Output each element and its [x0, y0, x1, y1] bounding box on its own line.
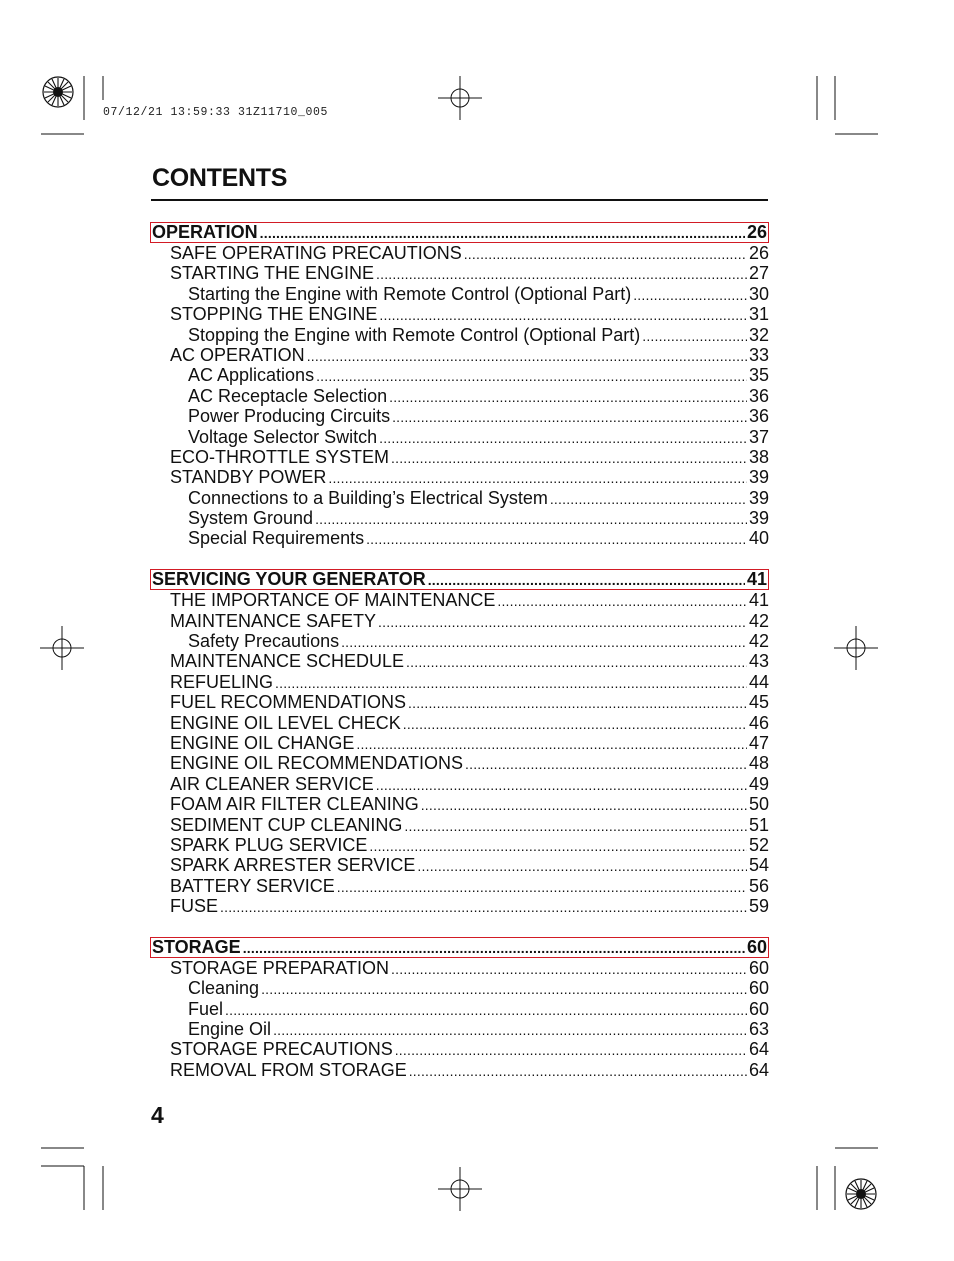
- toc-entry-title: AC Receptacle Selection: [188, 385, 388, 406]
- toc-entry[interactable]: [150, 876, 769, 896]
- dot-leader: [379, 305, 747, 325]
- dot-leader: [409, 1061, 747, 1081]
- toc-entry-title: STOPPING THE ENGINE: [170, 304, 378, 325]
- toc-entry-title: SERVICING YOUR GENERATOR: [152, 569, 426, 590]
- toc-entry-title: AC Applications: [188, 365, 315, 386]
- toc-entry[interactable]: [150, 774, 769, 794]
- toc-entry-title: SPARK PLUG SERVICE: [170, 834, 368, 855]
- registration-mark-bottom-center: [438, 1167, 482, 1211]
- starburst-target-top-left: [41, 75, 75, 109]
- toc-entry-title: OPERATION: [152, 222, 258, 242]
- toc-entry[interactable]: [150, 713, 769, 733]
- toc-entry-title: ENGINE OIL CHANGE: [170, 732, 355, 753]
- toc-page-number: 36: [748, 385, 769, 406]
- dot-leader: [408, 693, 747, 713]
- dot-leader: [376, 775, 747, 795]
- toc-entry-title: REFUELING: [170, 671, 274, 692]
- toc-page-number: 26: [746, 222, 767, 242]
- dot-leader: [417, 856, 747, 876]
- dot-leader: [550, 489, 747, 509]
- dot-leader: [465, 754, 747, 774]
- toc-entry[interactable]: [150, 1060, 769, 1080]
- toc-entry[interactable]: [150, 1039, 769, 1059]
- toc-section-heading[interactable]: [150, 222, 769, 243]
- toc-page-number: 60: [748, 978, 769, 999]
- toc-page-number: 36: [748, 406, 769, 427]
- toc-page-number: 59: [748, 896, 769, 917]
- toc-entry-title: Fuel: [188, 998, 224, 1019]
- toc-section-heading[interactable]: [150, 569, 769, 590]
- toc-page-number: 64: [748, 1059, 769, 1080]
- toc-entry[interactable]: [150, 467, 769, 487]
- dot-leader: [497, 591, 747, 611]
- toc-subentry[interactable]: [150, 978, 769, 998]
- toc-entry-title: STANDBY POWER: [170, 467, 327, 488]
- toc-entry[interactable]: [150, 815, 769, 835]
- dot-leader: [225, 1000, 747, 1020]
- dot-leader: [243, 939, 745, 957]
- toc-entry-title: MAINTENANCE SCHEDULE: [170, 651, 405, 672]
- toc-entry-title: ECO-THROTTLE SYSTEM: [170, 446, 390, 467]
- toc-page-number: 31: [748, 304, 769, 325]
- toc-entry-title: AC OPERATION: [170, 344, 305, 365]
- toc-subentry[interactable]: [150, 999, 769, 1019]
- toc-subentry[interactable]: [150, 631, 769, 651]
- toc-entry-title: MAINTENANCE SAFETY: [170, 610, 377, 631]
- toc-entry-title: Safety Precautions: [188, 631, 340, 652]
- toc-page-number: 49: [748, 773, 769, 794]
- registration-mark-top-center: [438, 76, 482, 120]
- toc-page-number: 35: [748, 365, 769, 386]
- dot-leader: [366, 529, 747, 549]
- dot-leader: [337, 877, 747, 897]
- dot-leader: [404, 816, 747, 836]
- dot-leader: [316, 366, 747, 386]
- dot-leader: [421, 795, 747, 815]
- toc-entry-title: Starting the Engine with Remote Control (Optional Part): [188, 283, 632, 304]
- toc-entry-title: BATTERY SERVICE: [170, 875, 335, 896]
- title-rule: [151, 199, 768, 201]
- section-gap: [150, 549, 769, 569]
- toc-subentry[interactable]: [150, 508, 769, 528]
- starburst-target-bottom-right: [844, 1177, 878, 1211]
- dot-leader: [395, 1040, 747, 1060]
- toc-page-number: 33: [748, 344, 769, 365]
- dot-leader: [642, 326, 747, 346]
- toc-page-number: 44: [748, 671, 769, 692]
- dot-leader: [369, 836, 747, 856]
- toc-entry-title: FOAM AIR FILTER CLEANING: [170, 794, 419, 815]
- toc-page-number: 52: [748, 834, 769, 855]
- toc-page-number: 41: [748, 590, 769, 611]
- toc-page-number: 64: [748, 1039, 769, 1060]
- toc-entry[interactable]: [150, 345, 769, 365]
- toc-page-number: 60: [748, 998, 769, 1019]
- toc-page-number: 42: [748, 631, 769, 652]
- toc-entry[interactable]: [150, 855, 769, 875]
- dot-leader: [406, 652, 747, 672]
- table-of-contents: [150, 222, 769, 1080]
- toc-entry[interactable]: [150, 958, 769, 978]
- toc-page-number: 56: [748, 875, 769, 896]
- toc-entry-title: Connections to a Building’s Electrical System: [188, 487, 548, 508]
- toc-page-number: 41: [746, 569, 767, 590]
- dot-leader: [464, 244, 747, 264]
- toc-entry[interactable]: [150, 304, 769, 324]
- toc-entry-title: STORAGE PRECAUTIONS: [170, 1039, 393, 1060]
- dot-leader: [379, 428, 747, 448]
- dot-leader: [391, 959, 747, 979]
- toc-subentry[interactable]: [150, 406, 769, 426]
- dot-leader: [260, 224, 745, 242]
- toc-entry-title: Power Producing Circuits: [188, 406, 391, 427]
- toc-subentry[interactable]: [150, 488, 769, 508]
- toc-entry[interactable]: [150, 611, 769, 631]
- toc-entry-title: Stopping the Engine with Remote Control (Optional Part): [188, 324, 641, 345]
- toc-page-number: 54: [748, 855, 769, 876]
- registration-mark-right-middle: [834, 626, 878, 670]
- toc-page-number: 26: [748, 243, 769, 263]
- toc-page-number: 38: [748, 446, 769, 467]
- toc-entry-title: Engine Oil: [188, 1019, 272, 1040]
- dot-leader: [307, 346, 747, 366]
- toc-entry[interactable]: [150, 447, 769, 467]
- toc-page-number: 37: [748, 426, 769, 447]
- dot-leader: [391, 448, 747, 468]
- toc-entry-title: System Ground: [188, 508, 314, 529]
- toc-page-number: 27: [748, 263, 769, 284]
- toc-page-number: 60: [746, 936, 767, 957]
- dot-leader: [273, 1020, 747, 1040]
- toc-subentry[interactable]: [150, 528, 769, 548]
- toc-subentry[interactable]: [150, 427, 769, 447]
- toc-entry[interactable]: [150, 835, 769, 855]
- toc-entry-title: REMOVAL FROM STORAGE: [170, 1059, 407, 1080]
- page-title: CONTENTS: [152, 164, 288, 192]
- toc-entry[interactable]: [150, 692, 769, 712]
- toc-page-number: 42: [748, 610, 769, 631]
- dot-leader: [389, 387, 747, 407]
- dot-leader: [392, 407, 747, 427]
- dot-leader: [315, 509, 747, 529]
- toc-entry-title: SEDIMENT CUP CLEANING: [170, 814, 403, 835]
- toc-page-number: 39: [748, 467, 769, 488]
- toc-entry-title: THE IMPORTANCE OF MAINTENANCE: [170, 590, 496, 611]
- toc-entry-title: FUEL RECOMMENDATIONS: [170, 692, 407, 713]
- toc-page-number: 30: [748, 283, 769, 304]
- dot-leader: [356, 734, 747, 754]
- toc-subentry[interactable]: [150, 365, 769, 385]
- toc-page-number: 51: [748, 814, 769, 835]
- dot-leader: [376, 264, 747, 284]
- dot-leader: [275, 673, 747, 693]
- toc-entry[interactable]: [150, 672, 769, 692]
- toc-page-number: 50: [748, 794, 769, 815]
- dot-leader: [633, 285, 747, 305]
- toc-entry[interactable]: [150, 263, 769, 283]
- dot-leader: [220, 897, 747, 917]
- toc-page-number: 45: [748, 692, 769, 713]
- toc-entry-title: STARTING THE ENGINE: [170, 263, 375, 284]
- toc-entry-title: SAFE OPERATING PRECAUTIONS: [170, 243, 462, 263]
- toc-entry-title: FUSE: [170, 896, 219, 917]
- toc-page-number: 46: [748, 712, 769, 733]
- dot-leader: [341, 632, 747, 652]
- dot-leader: [403, 714, 747, 734]
- toc-page-number: 47: [748, 732, 769, 753]
- toc-entry-title: AIR CLEANER SERVICE: [170, 773, 374, 794]
- toc-entry[interactable]: [150, 651, 769, 671]
- toc-subentry[interactable]: [150, 386, 769, 406]
- dot-leader: [328, 468, 747, 488]
- section-gap: [150, 917, 769, 937]
- toc-page-number: 60: [748, 957, 769, 978]
- page-number: 4: [151, 1102, 164, 1128]
- toc-page-number: 43: [748, 651, 769, 672]
- toc-entry-title: SPARK ARRESTER SERVICE: [170, 855, 416, 876]
- toc-entry[interactable]: [150, 794, 769, 814]
- toc-subentry[interactable]: [150, 325, 769, 345]
- dot-leader: [261, 979, 747, 999]
- toc-entry-title: Special Requirements: [188, 528, 365, 549]
- toc-entry[interactable]: [150, 896, 769, 916]
- toc-entry[interactable]: [150, 243, 769, 263]
- toc-entry[interactable]: [150, 753, 769, 773]
- toc-entry-title: STORAGE PREPARATION: [170, 957, 390, 978]
- toc-page-number: 32: [748, 324, 769, 345]
- toc-page-number: 63: [748, 1019, 769, 1040]
- dot-leader: [428, 571, 745, 589]
- dot-leader: [378, 612, 747, 632]
- toc-page-number: 39: [748, 508, 769, 529]
- toc-entry-title: STORAGE: [152, 936, 241, 957]
- toc-page-number: 39: [748, 487, 769, 508]
- toc-entry-title: Voltage Selector Switch: [188, 426, 378, 447]
- toc-page-number: 40: [748, 528, 769, 549]
- toc-subentry[interactable]: [150, 284, 769, 304]
- toc-entry-title: Cleaning: [188, 978, 260, 999]
- registration-mark-left-middle: [40, 626, 84, 670]
- toc-entry-title: ENGINE OIL RECOMMENDATIONS: [170, 753, 464, 774]
- toc-page-number: 48: [748, 753, 769, 774]
- toc-entry[interactable]: [150, 590, 769, 610]
- toc-section-heading[interactable]: [150, 937, 769, 958]
- toc-entry-title: ENGINE OIL LEVEL CHECK: [170, 712, 401, 733]
- toc-entry[interactable]: [150, 733, 769, 753]
- toc-subentry[interactable]: [150, 1019, 769, 1039]
- print-slug: 07/12/21 13:59:33 31Z11710_005: [103, 106, 329, 119]
